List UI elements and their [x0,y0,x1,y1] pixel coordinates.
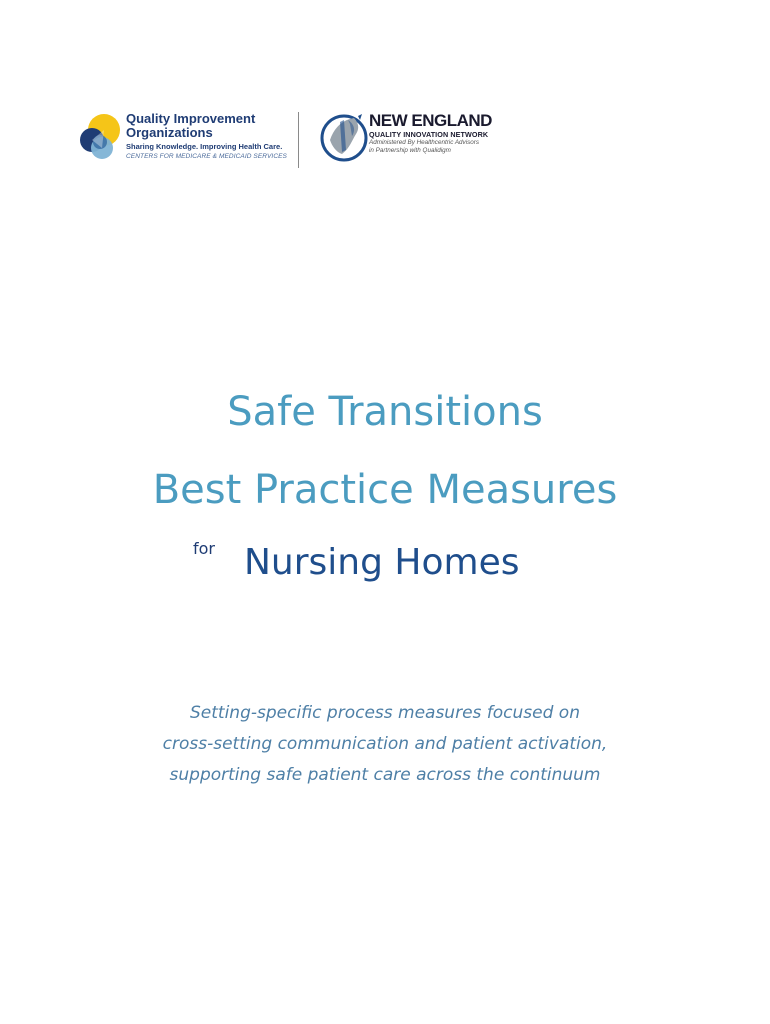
logo-divider [298,112,299,168]
title-line-2: Best Practice Measures [152,467,618,513]
subtitle-line-2: cross-setting communication and patient activation, [162,734,608,754]
ne-admin-line1: Administered By Healthcentric Advisors [369,139,480,146]
new-england-map-icon [320,110,368,164]
title-line-1: Safe Transitions [227,389,543,435]
subtitle-line-3: supporting safe patient care across the continuum [169,765,601,785]
subtitle [0,698,770,791]
title-nursing-homes: Nursing Homes [244,542,520,583]
qio-logo [78,108,288,170]
ne-text-block [369,112,492,155]
qio-text-block [126,112,296,161]
qio-name-line2: Organizations [126,125,213,140]
qio-tagline: Sharing Knowledge. Improving Health Care. [126,142,283,151]
ne-qin-logo [320,110,495,168]
subtitle-line-1: Setting-specific process measures focused on [190,703,580,723]
ne-title: NEW ENGLAND [369,111,492,130]
ne-admin-line2: in Partnership with Qualidigm [369,147,451,154]
qio-circles-icon [78,110,120,168]
qio-agency: CENTERS FOR MEDICARE & MEDICAID SERVICES [126,153,287,160]
title-line-3 [0,535,770,595]
ne-subtitle: QUALITY INNOVATION NETWORK [369,130,489,139]
logo-header [78,108,498,170]
title-for: for [193,539,215,558]
qio-name-line1: Quality Improvement [126,111,256,126]
